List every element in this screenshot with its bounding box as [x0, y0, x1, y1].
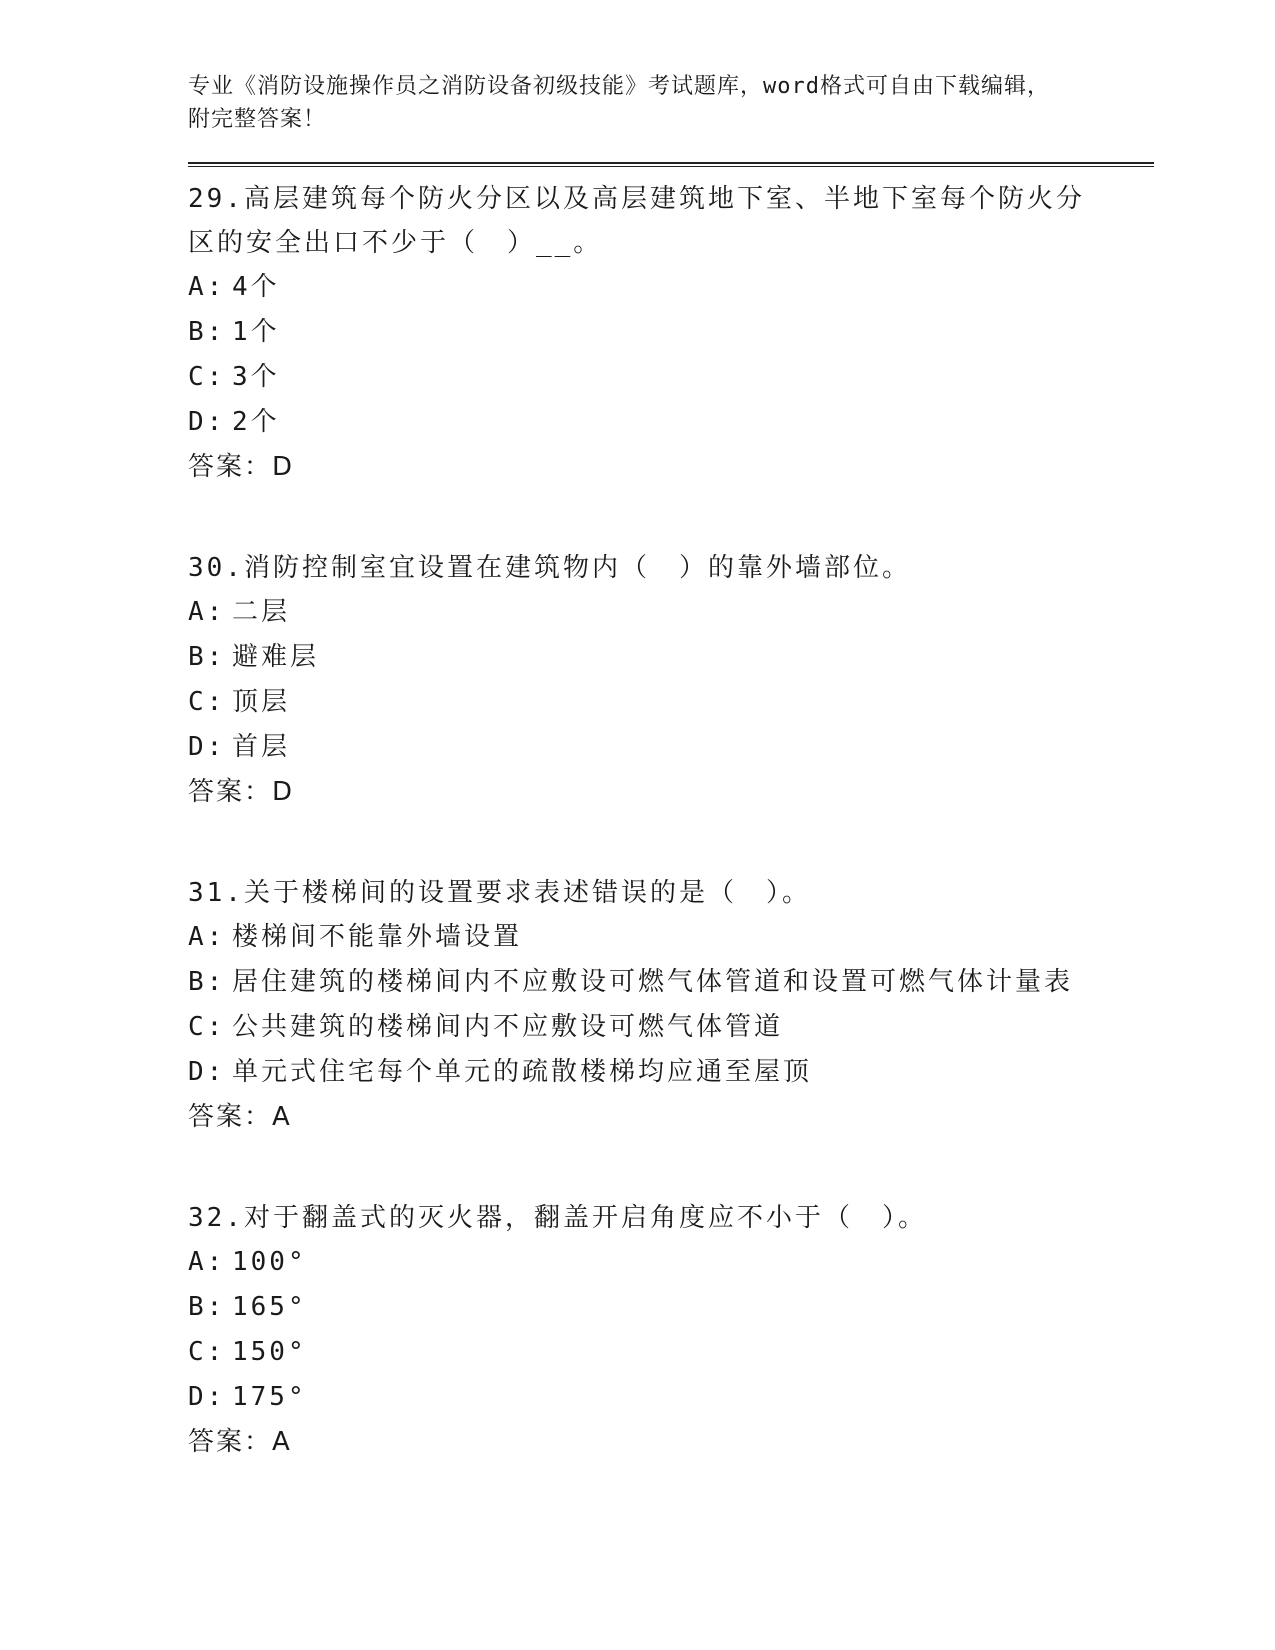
option-text: 175° [232, 1382, 307, 1412]
question-29 [188, 177, 1154, 490]
option-b [188, 960, 1154, 1005]
option-a [188, 590, 1154, 635]
option-c [188, 1330, 1154, 1375]
option-key: B: [188, 1292, 226, 1322]
option-key: B: [188, 317, 226, 347]
option-text: 公共建筑的楼梯间内不应敷设可燃气体管道 [232, 1012, 784, 1042]
option-text: 3个 [232, 362, 280, 392]
option-key: C: [188, 362, 226, 392]
question-stem: 30.消防控制室宜设置在建筑物内（ ）的靠外墙部位。 [188, 553, 911, 583]
answer-line: 答案：D [188, 452, 295, 482]
header-divider [188, 162, 1154, 167]
option-c [188, 355, 1154, 400]
option-key: A: [188, 597, 226, 627]
option-key: C: [188, 687, 226, 717]
option-text: 二层 [232, 597, 291, 627]
option-key: A: [188, 272, 226, 302]
option-text: 165° [232, 1292, 307, 1322]
option-key: D: [188, 1382, 226, 1412]
option-text: 避难层 [232, 642, 320, 672]
question-31 [188, 871, 1154, 1140]
option-text: 100° [232, 1247, 307, 1277]
question-spacer [188, 815, 1154, 861]
option-d [188, 1375, 1154, 1420]
option-text: 2个 [232, 407, 280, 437]
option-b [188, 310, 1154, 355]
question-32 [188, 1196, 1154, 1465]
option-key: D: [188, 732, 226, 762]
option-text: 单元式住宅每个单元的疏散楼梯均应通至屋顶 [232, 1057, 813, 1087]
option-key: C: [188, 1337, 226, 1367]
option-b [188, 635, 1154, 680]
option-c [188, 680, 1154, 725]
option-text: 4个 [232, 272, 280, 302]
option-key: D: [188, 407, 226, 437]
option-a [188, 915, 1154, 960]
answer-line: 答案：A [188, 1102, 292, 1132]
question-stem: 31.关于楼梯间的设置要求表述错误的是（ ）。 [188, 878, 811, 908]
option-b [188, 1285, 1154, 1330]
question-spacer [188, 1140, 1154, 1186]
question-stem: 29.高层建筑每个防火分区以及高层建筑地下室、半地下室每个防火分区的安全出口不少于（ ）__。 [188, 184, 1085, 258]
question-spacer [188, 490, 1154, 536]
option-text: 居住建筑的楼梯间内不应敷设可燃气体管道和设置可燃气体计量表 [232, 967, 1074, 997]
option-text: 1个 [232, 317, 280, 347]
option-a [188, 265, 1154, 310]
answer-line: 答案：D [188, 777, 295, 807]
option-d [188, 725, 1154, 770]
option-key: B: [188, 967, 226, 997]
document-header: 专业《消防设施操作员之消防设备初级技能》考试题库，word格式可自由下载编辑，附完整答案！ [188, 74, 1050, 132]
option-d [188, 1050, 1154, 1095]
option-key: A: [188, 1247, 226, 1277]
question-30 [188, 546, 1154, 815]
option-text: 楼梯间不能靠外墙设置 [232, 922, 523, 952]
option-a [188, 1240, 1154, 1285]
option-text: 150° [232, 1337, 307, 1367]
option-d [188, 400, 1154, 445]
option-text: 首层 [232, 732, 291, 762]
answer-line: 答案：A [188, 1427, 292, 1457]
question-stem: 32.对于翻盖式的灭火器，翻盖开启角度应不小于（ ）。 [188, 1203, 927, 1233]
option-key: D: [188, 1057, 226, 1087]
option-text: 顶层 [232, 687, 291, 717]
option-key: B: [188, 642, 226, 672]
document-page [188, 70, 1154, 1465]
option-key: C: [188, 1012, 226, 1042]
option-c [188, 1005, 1154, 1050]
option-key: A: [188, 922, 226, 952]
